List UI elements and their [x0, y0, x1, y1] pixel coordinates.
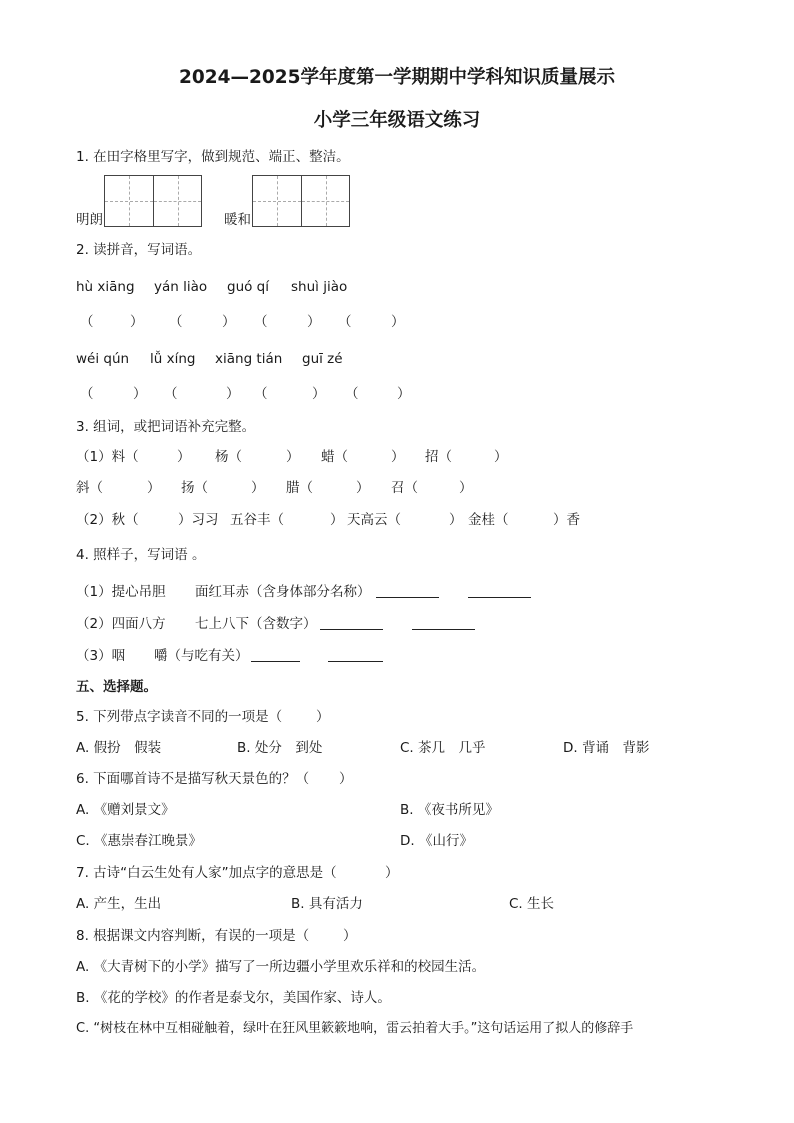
- pinyin-item: xiāng tián: [215, 351, 283, 367]
- q1-word-2: 暖和: [224, 212, 251, 228]
- tianzige-cell[interactable]: [301, 176, 349, 226]
- q4-instruction: 嚼（与吃有关）: [154, 648, 249, 664]
- q4-prompt: 4. 照样子，写词语 。: [76, 547, 206, 563]
- q3-item: 蜡（: [321, 449, 348, 465]
- paren-close: ）: [307, 314, 321, 330]
- tianzige-grid-2[interactable]: [252, 175, 350, 227]
- answer-blank[interactable]: [320, 615, 383, 630]
- paren-close: ）: [130, 314, 144, 330]
- pinyin-item: wéi qún: [76, 351, 130, 367]
- option-a[interactable]: A. 产生，生出: [76, 896, 162, 912]
- option-c[interactable]: C. 《惠崇春江晚景》: [76, 833, 203, 849]
- q1-prompt: 1. 在田字格里写字，做到规范、端正、整洁。: [76, 149, 350, 165]
- q3-item: 杨（: [215, 449, 242, 465]
- paren-open: （: [164, 386, 178, 402]
- paren-close: ）: [222, 314, 236, 330]
- q6-prompt-end: ）: [339, 771, 353, 787]
- q3-item: ）: [391, 449, 405, 465]
- q3-item: ）: [147, 480, 161, 496]
- option-b[interactable]: B. 处分 到处: [237, 740, 323, 756]
- option-d[interactable]: D. 背诵 背影: [563, 740, 650, 756]
- tianzige-cell[interactable]: [105, 176, 153, 226]
- q3-item: ）: [449, 512, 463, 528]
- q2-prompt: 2. 读拼音，写词语。: [76, 242, 202, 258]
- q3-item: 天高云（: [347, 512, 401, 528]
- option-c[interactable]: C. “树枝在林中互相碰触着，绿叶在狂风里簌簌地响，雷云拍着大手。”这句话运用了拟人的修辞手: [76, 1021, 634, 1036]
- document-subtitle: 小学三年级语文练习: [313, 110, 481, 131]
- q3-item: 招（: [425, 449, 452, 465]
- q3-prompt: 3. 组词，或把词语补充完整。: [76, 419, 256, 435]
- pinyin-item: hù xiāng: [76, 279, 135, 295]
- paren-close: ）: [397, 386, 411, 402]
- q3-item: 扬（: [181, 480, 208, 496]
- paren-open: （: [345, 386, 359, 402]
- q3-item: 召（: [391, 480, 418, 496]
- q6-prompt: 6. 下面哪首诗不是描写秋天景色的？（: [76, 771, 310, 787]
- q7-prompt: 7. 古诗“白云生处有人家”加点字的意思是（: [76, 865, 337, 881]
- q3-item: ）: [177, 449, 191, 465]
- answer-blank[interactable]: [376, 583, 439, 598]
- answer-blank[interactable]: [251, 647, 300, 662]
- q4-example: （3）咽: [76, 648, 126, 664]
- q4-instruction: 七上八下（含数字）: [195, 616, 317, 632]
- pinyin-item: lǚ xíng: [150, 351, 196, 367]
- answer-blank[interactable]: [412, 615, 475, 630]
- option-a[interactable]: A. 《赠刘景文》: [76, 802, 175, 818]
- q4-instruction: 面红耳赤（含身体部分名称）: [195, 584, 371, 600]
- pinyin-item: guó qí: [227, 279, 269, 295]
- pinyin-item: yán liào: [154, 279, 208, 295]
- option-b[interactable]: B. 具有活力: [291, 896, 363, 912]
- paren-open: （: [254, 386, 268, 402]
- option-b[interactable]: B. 《夜书所见》: [400, 802, 499, 818]
- q4-example: （1）提心吊胆: [76, 584, 166, 600]
- option-d[interactable]: D. 《山行》: [400, 833, 473, 849]
- paren-close: ）: [133, 386, 147, 402]
- q3-item: ）: [251, 480, 265, 496]
- q3-item: ）: [286, 449, 300, 465]
- paren-open: （: [338, 314, 352, 330]
- q3-item: ）: [494, 449, 508, 465]
- q8-prompt: 8. 根据课文内容判断，有误的一项是（: [76, 928, 310, 944]
- q7-prompt-end: ）: [385, 865, 399, 881]
- option-c[interactable]: C. 生长: [509, 896, 555, 912]
- pinyin-item: guī zé: [302, 351, 343, 367]
- paren-open: （: [254, 314, 268, 330]
- q8-prompt-end: ）: [343, 928, 357, 944]
- q3-item: 腊（: [286, 480, 313, 496]
- option-c[interactable]: C. 茶几 几乎: [400, 740, 486, 756]
- q3-item: ）: [459, 480, 473, 496]
- section-heading: 五、选择题。: [76, 679, 157, 695]
- pinyin-item: shuì jiào: [291, 279, 348, 295]
- option-a[interactable]: A. 假扮 假装: [76, 740, 162, 756]
- tianzige-grid-1[interactable]: [104, 175, 202, 227]
- q4-example: （2）四面八方: [76, 616, 166, 632]
- q1-word-1: 明朗: [76, 212, 103, 228]
- q5-prompt-end: ）: [316, 709, 330, 725]
- tianzige-cell[interactable]: [153, 176, 201, 226]
- q3-item: 五谷丰（: [230, 512, 284, 528]
- q3-item: ）香: [553, 512, 580, 528]
- q3-item: （2）秋（: [76, 512, 139, 528]
- paren-open: （: [80, 314, 94, 330]
- paren-close: ）: [226, 386, 240, 402]
- document-title: 2024—2025学年度第一学期期中学科知识质量展示: [179, 67, 615, 88]
- q5-prompt: 5. 下列带点字读音不同的一项是（: [76, 709, 283, 725]
- paren-close: ）: [312, 386, 326, 402]
- q3-item: （1）料（: [76, 449, 139, 465]
- q3-item: ）: [356, 480, 370, 496]
- paren-open: （: [80, 386, 94, 402]
- q3-item: 金桂（: [468, 512, 509, 528]
- q3-item: ）习习: [178, 512, 219, 528]
- q3-item: ）: [330, 512, 344, 528]
- option-a[interactable]: A. 《大青树下的小学》描写了一所边疆小学里欢乐祥和的校园生活。: [76, 959, 486, 975]
- answer-blank[interactable]: [468, 583, 531, 598]
- paren-close: ）: [391, 314, 405, 330]
- paren-open: （: [169, 314, 183, 330]
- option-b[interactable]: B. 《花的学校》的作者是泰戈尔，美国作家、诗人。: [76, 990, 391, 1006]
- answer-blank[interactable]: [328, 647, 383, 662]
- tianzige-cell[interactable]: [253, 176, 301, 226]
- q3-item: 斜（: [76, 480, 103, 496]
